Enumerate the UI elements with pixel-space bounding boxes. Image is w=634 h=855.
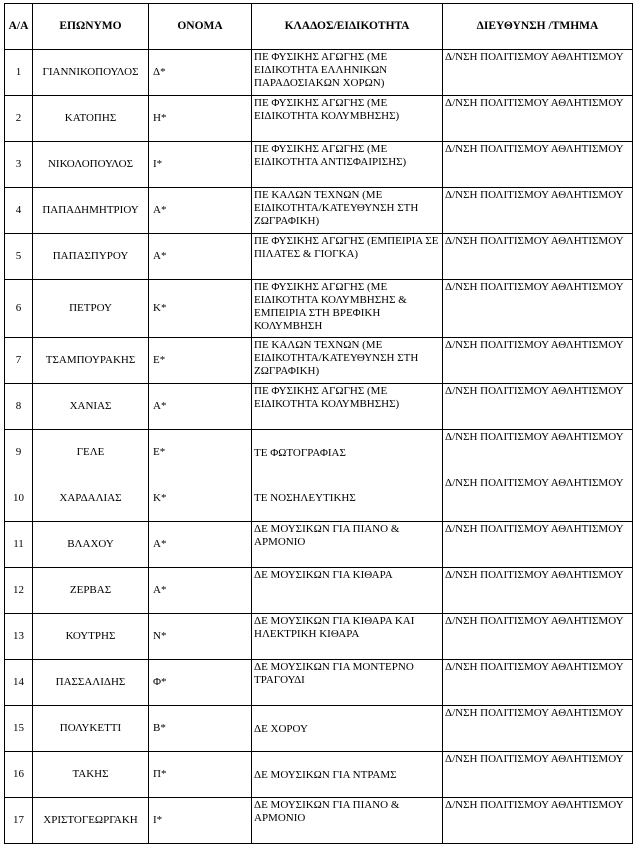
row-number: 3 (5, 142, 33, 188)
row-specialty: ΔΕ ΜΟΥΣΙΚΩΝ ΓΙΑ ΠΙΑΝΟ & ΑΡΜΟΝΙΟ (252, 522, 443, 568)
row-name: Η* (149, 96, 252, 142)
table-row (5, 798, 633, 844)
table-row (5, 706, 633, 752)
row-surname: ΝΙΚΟΛΟΠΟΥΛΟΣ (33, 142, 149, 188)
row-department: Δ/ΝΣΗ ΠΟΛΙΤΙΣΜΟΥ ΑΘΛΗΤΙΣΜΟΥ (443, 660, 633, 706)
row-department: Δ/ΝΣΗ ΠΟΛΙΤΙΣΜΟΥ ΑΘΛΗΤΙΣΜΟΥ (443, 752, 633, 798)
table-row (5, 280, 633, 338)
row-number: 1 (5, 50, 33, 96)
row-surname: ΧΑΡΔΑΛΙΑΣ (33, 476, 149, 522)
header-department: ΔΙΕΥΘΥΝΣΗ /ΤΜΗΜΑ (443, 4, 633, 50)
row-name: Ε* (149, 338, 252, 384)
row-surname: ΧΑΝΙΑΣ (33, 384, 149, 430)
row-specialty: ΤΕ ΝΟΣΗΛΕΥΤΙΚΗΣ (252, 476, 443, 522)
row-name: Α* (149, 522, 252, 568)
staff-table (4, 3, 633, 844)
table-row (5, 384, 633, 430)
row-name: Δ* (149, 50, 252, 96)
row-name: Α* (149, 568, 252, 614)
row-surname: ΤΑΚΗΣ (33, 752, 149, 798)
row-department: Δ/ΝΣΗ ΠΟΛΙΤΙΣΜΟΥ ΑΘΛΗΤΙΣΜΟΥ (443, 188, 633, 234)
row-number: 4 (5, 188, 33, 234)
row-department: Δ/ΝΣΗ ΠΟΛΙΤΙΣΜΟΥ ΑΘΛΗΤΙΣΜΟΥ (443, 522, 633, 568)
row-department: Δ/ΝΣΗ ΠΟΛΙΤΙΣΜΟΥ ΑΘΛΗΤΙΣΜΟΥ (443, 338, 633, 384)
row-name: Ι* (149, 142, 252, 188)
row-name: Φ* (149, 660, 252, 706)
row-specialty: ΔΕ ΜΟΥΣΙΚΩΝ ΓΙΑ ΚΙΘΑΡΑ (252, 568, 443, 614)
row-name: Α* (149, 234, 252, 280)
header-row (5, 4, 633, 50)
table-row (5, 96, 633, 142)
row-number: 11 (5, 522, 33, 568)
header-aa: Α/Α (5, 4, 33, 50)
row-specialty: ΔΕ ΜΟΥΣΙΚΩΝ ΓΙΑ ΜΟΝΤΕΡΝΟ ΤΡΑΓΟΥΔΙ (252, 660, 443, 706)
row-number: 17 (5, 798, 33, 844)
row-specialty: ΠΕ ΦΥΣΙΚΗΣ ΑΓΩΓΗΣ (ΜΕ ΕΙΔΙΚΟΤΗΤΑ ΚΟΛΥΜΒΗΣΗΣ) (252, 96, 443, 142)
row-number: 9 (5, 430, 33, 476)
row-department: Δ/ΝΣΗ ΠΟΛΙΤΙΣΜΟΥ ΑΘΛΗΤΙΣΜΟΥ (443, 234, 633, 280)
row-specialty: ΔΕ ΜΟΥΣΙΚΩΝ ΓΙΑ ΠΙΑΝΟ & ΑΡΜΟΝΙΟ (252, 798, 443, 844)
row-specialty: ΠΕ ΦΥΣΙΚΗΣ ΑΓΩΓΗΣ (ΜΕ ΕΙΔΙΚΟΤΗΤΑ ΕΛΛΗΝΙΚΩΝ ΠΑΡΑΔΟΣΙΑΚΩΝ ΧΟΡΩΝ) (252, 50, 443, 96)
table-row (5, 568, 633, 614)
row-number: 8 (5, 384, 33, 430)
row-department: Δ/ΝΣΗ ΠΟΛΙΤΙΣΜΟΥ ΑΘΛΗΤΙΣΜΟΥ (443, 614, 633, 660)
table-row (5, 660, 633, 706)
table-body (5, 50, 633, 844)
row-department: Δ/ΝΣΗ ΠΟΛΙΤΙΣΜΟΥ ΑΘΛΗΤΙΣΜΟΥ (443, 280, 633, 338)
table-row (5, 338, 633, 384)
table-row (5, 50, 633, 96)
row-surname: ΚΟΥΤΡΗΣ (33, 614, 149, 660)
row-specialty: ΔΕ ΜΟΥΣΙΚΩΝ ΓΙΑ ΝΤΡΑΜΣ (252, 752, 443, 798)
table-row (5, 614, 633, 660)
row-surname: ΓΕΛΕ (33, 430, 149, 476)
row-specialty: ΠΕ ΦΥΣΙΚΗΣ ΑΓΩΓΗΣ (ΜΕ ΕΙΔΙΚΟΤΗΤΑ ΚΟΛΥΜΒΗΣΗΣ & ΕΜΠΕΙΡΙΑ ΣΤΗ ΒΡΕΦΙΚΗ ΚΟΛΥΜΒΗΣΗ (252, 280, 443, 338)
row-name: Κ* (149, 476, 252, 522)
row-surname: ΠΑΠΑΔΗΜΗΤΡΙΟΥ (33, 188, 149, 234)
header-surname: ΕΠΩΝΥΜΟ (33, 4, 149, 50)
table-header (5, 4, 633, 50)
row-specialty: ΠΕ ΦΥΣΙΚΗΣ ΑΓΩΓΗΣ (ΕΜΠΕΙΡΙΑ ΣΕ ΠΙΛΑΤΕΣ & ΓΙΟΓΚΑ) (252, 234, 443, 280)
row-department: Δ/ΝΣΗ ΠΟΛΙΤΙΣΜΟΥ ΑΘΛΗΤΙΣΜΟΥ (443, 50, 633, 96)
row-department: Δ/ΝΣΗ ΠΟΛΙΤΙΣΜΟΥ ΑΘΛΗΤΙΣΜΟΥ (443, 706, 633, 752)
table-row (5, 522, 633, 568)
row-number: 5 (5, 234, 33, 280)
row-name: Ν* (149, 614, 252, 660)
row-surname: ΤΣΑΜΠΟΥΡΑΚΗΣ (33, 338, 149, 384)
row-surname: ΓΙΑΝΝΙΚΟΠΟΥΛΟΣ (33, 50, 149, 96)
row-surname: ΠΕΤΡΟΥ (33, 280, 149, 338)
row-department: Δ/ΝΣΗ ΠΟΛΙΤΙΣΜΟΥ ΑΘΛΗΤΙΣΜΟΥ (443, 96, 633, 142)
header-specialty: ΚΛΑΔΟΣ/ΕΙΔΙΚΟΤΗΤΑ (252, 4, 443, 50)
row-department: Δ/ΝΣΗ ΠΟΛΙΤΙΣΜΟΥ ΑΘΛΗΤΙΣΜΟΥ (443, 568, 633, 614)
row-name: Π* (149, 752, 252, 798)
row-number: 15 (5, 706, 33, 752)
row-department: Δ/ΝΣΗ ΠΟΛΙΤΙΣΜΟΥ ΑΘΛΗΤΙΣΜΟΥ (443, 476, 633, 522)
row-number: 10 (5, 476, 33, 522)
row-specialty: ΠΕ ΚΑΛΩΝ ΤΕΧΝΩΝ (ΜΕ ΕΙΔΙΚΟΤΗΤΑ/ΚΑΤΕΥΘΥΝΣΗ ΣΤΗ ΖΩΓΡΑΦΙΚΗ) (252, 338, 443, 384)
row-specialty: ΠΕ ΦΥΣΙΚΗΣ ΑΓΩΓΗΣ (ΜΕ ΕΙΔΙΚΟΤΗΤΑ ΚΟΛΥΜΒΗΣΗΣ) (252, 384, 443, 430)
row-number: 12 (5, 568, 33, 614)
row-specialty: ΔΕ ΜΟΥΣΙΚΩΝ ΓΙΑ ΚΙΘΑΡΑ ΚΑΙ ΗΛΕΚΤΡΙΚΗ ΚΙΘΑΡΑ (252, 614, 443, 660)
row-department: Δ/ΝΣΗ ΠΟΛΙΤΙΣΜΟΥ ΑΘΛΗΤΙΣΜΟΥ (443, 430, 633, 476)
table-row (5, 188, 633, 234)
table-row (5, 752, 633, 798)
row-specialty: ΔΕ ΧΟΡΟΥ (252, 706, 443, 752)
row-name: Α* (149, 188, 252, 234)
row-number: 16 (5, 752, 33, 798)
table-row (5, 234, 633, 280)
table-row (5, 142, 633, 188)
row-surname: ΠΑΠΑΣΠΥΡΟΥ (33, 234, 149, 280)
row-number: 13 (5, 614, 33, 660)
row-number: 7 (5, 338, 33, 384)
row-surname: ΧΡΙΣΤΟΓΕΩΡΓΑΚΗ (33, 798, 149, 844)
row-name: Ε* (149, 430, 252, 476)
row-number: 2 (5, 96, 33, 142)
row-department: Δ/ΝΣΗ ΠΟΛΙΤΙΣΜΟΥ ΑΘΛΗΤΙΣΜΟΥ (443, 142, 633, 188)
row-name: Α* (149, 384, 252, 430)
row-department: Δ/ΝΣΗ ΠΟΛΙΤΙΣΜΟΥ ΑΘΛΗΤΙΣΜΟΥ (443, 384, 633, 430)
row-surname: ΠΑΣΣΑΛΙΔΗΣ (33, 660, 149, 706)
row-specialty: ΠΕ ΦΥΣΙΚΗΣ ΑΓΩΓΗΣ (ΜΕ ΕΙΔΙΚΟΤΗΤΑ ΑΝΤΙΣΦΑΙΡΙΣΗΣ) (252, 142, 443, 188)
table-row (5, 430, 633, 476)
header-name: ΟΝΟΜΑ (149, 4, 252, 50)
row-name: Κ* (149, 280, 252, 338)
row-name: Ι* (149, 798, 252, 844)
row-surname: ΚΑΤΟΠΗΣ (33, 96, 149, 142)
row-specialty: ΤΕ ΦΩΤΟΓΡΑΦΙΑΣ (252, 430, 443, 476)
row-number: 6 (5, 280, 33, 338)
row-department: Δ/ΝΣΗ ΠΟΛΙΤΙΣΜΟΥ ΑΘΛΗΤΙΣΜΟΥ (443, 798, 633, 844)
row-surname: ΒΛΑΧΟΥ (33, 522, 149, 568)
row-specialty: ΠΕ ΚΑΛΩΝ ΤΕΧΝΩΝ (ΜΕ ΕΙΔΙΚΟΤΗΤΑ/ΚΑΤΕΥΘΥΝΣΗ ΣΤΗ ΖΩΓΡΑΦΙΚΗ) (252, 188, 443, 234)
row-name: Β* (149, 706, 252, 752)
row-surname: ΠΟΛΥΚΕΤΤΙ (33, 706, 149, 752)
row-surname: ΖΕΡΒΑΣ (33, 568, 149, 614)
table-row (5, 476, 633, 522)
row-number: 14 (5, 660, 33, 706)
